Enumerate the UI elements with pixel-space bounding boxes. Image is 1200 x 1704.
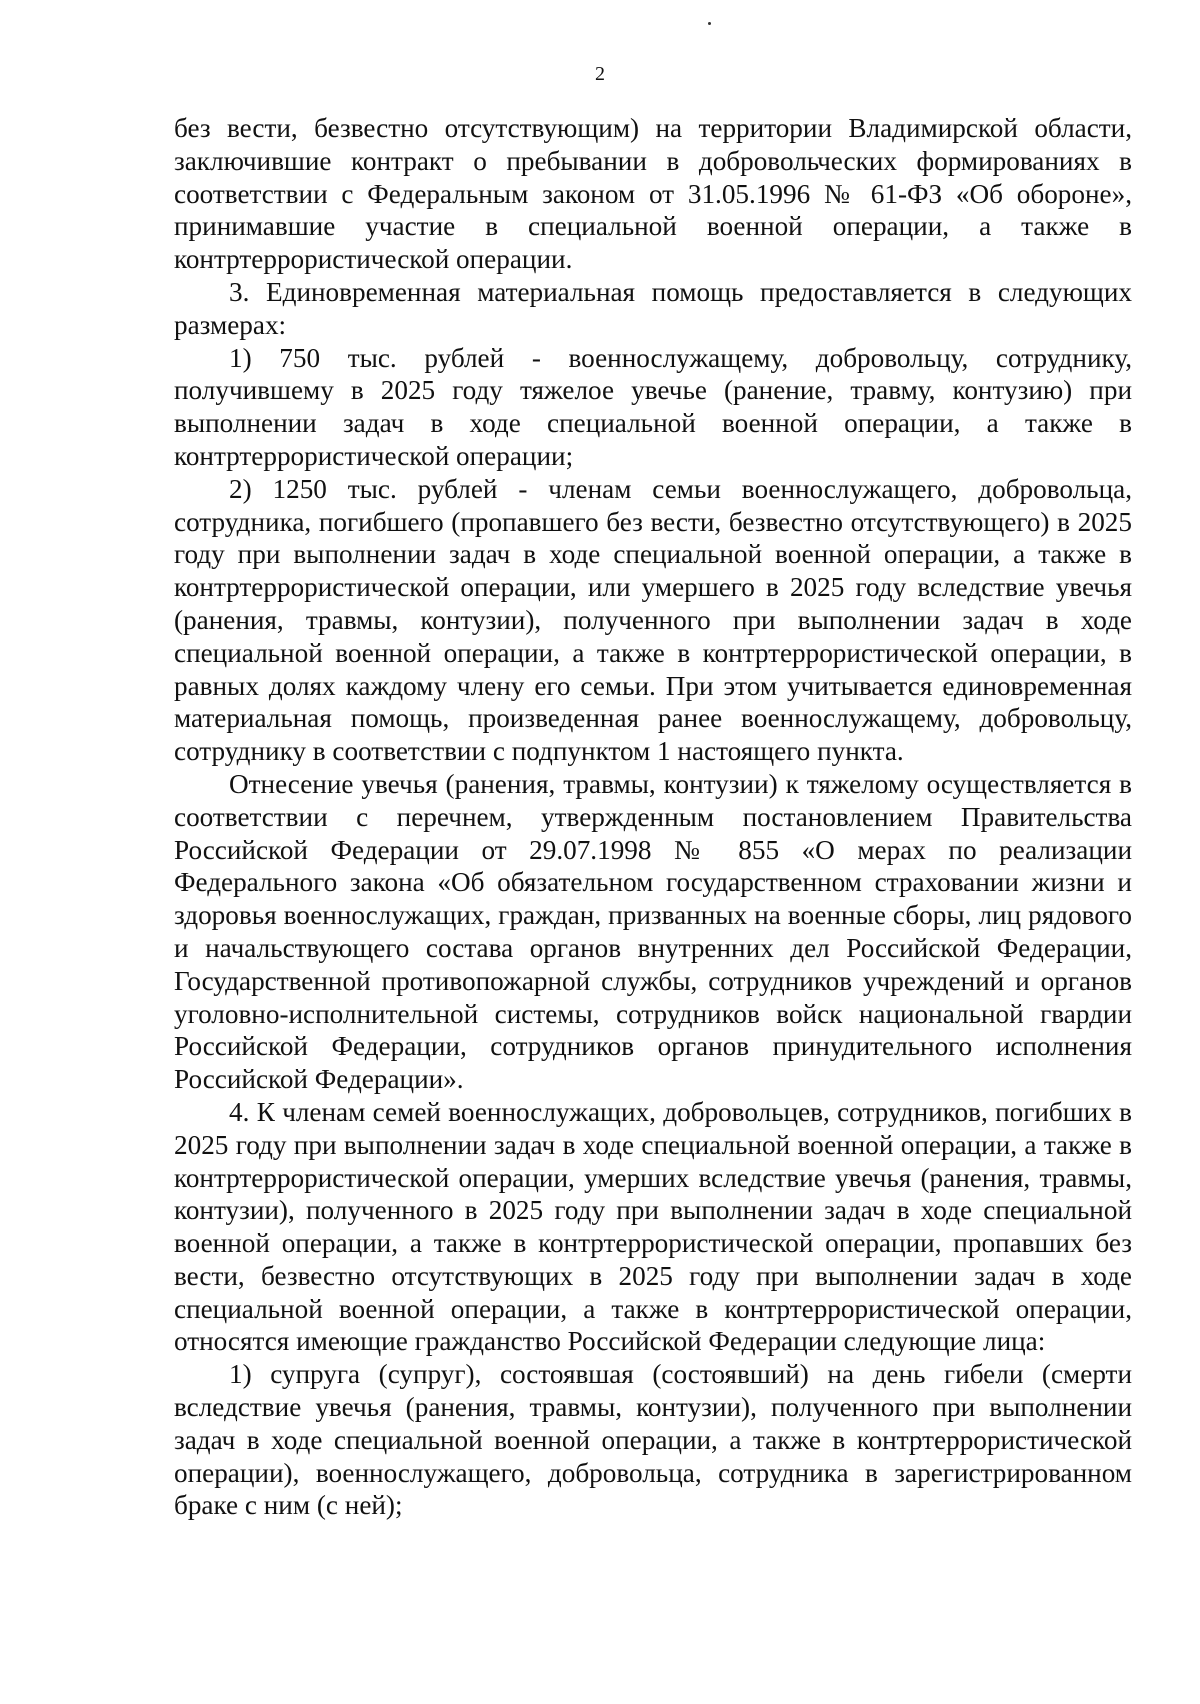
paragraph-item-3: 3. Единовременная материальная помощь предоставляется в следующих размерах:: [174, 276, 1132, 340]
paragraph-item-4: 4. К членам семей военнослужащих, добровольцев, сотрудников, погибших в 2025 году при выполнении задач в ходе специальной военной операции, а также в контртеррористической операции, умерших вследствие увечья (ранения, травмы, контузии), полученного в 2025 году при выполнении задач в ходе специальной военной операции, а также в контртеррористической операции, пропавших без вести, безвестно отсутствующих в 2025 году при выполнении задач в ходе специальной военной операции, а также в контртеррористической операции, относятся имеющие гражданство Российской Федерации следующие лица:: [174, 1096, 1132, 1357]
paragraph-item-4-1: 1) супруга (супруг), состоявшая (состоявший) на день гибели (смерти вследствие увечья (ранения, травмы, контузии), полученного при выполнении задач в ходе специальной военной операции, а также в контртеррористической операции), военнослужащего, добровольца, сотрудника в зарегистрированном браке с ним (с ней);: [174, 1359, 1132, 1521]
paragraph-injury-classification: Отнесение увечья (ранения, травмы, контузии) к тяжелому осуществляется в соответствии с перечнем, утвержденным постановлением Правительства Российской Федерации от 29.07.1998 № 855 «О мерах по реализации Федерального закона «Об обязательном государственном страховании жизни и здоровья военнослужащих, граждан, призванных на военные сборы, лиц рядового и начальствующего состава органов внутренних дел Российской Федерации, Государственной противопожарной службы, сотрудников учреждений и органов уголовно-исполнительной системы, сотрудников войск национальной гвардии Российской Федерации, сотрудников органов принудительного исполнения Российской Федерации».: [174, 768, 1132, 1095]
page-number: 2: [595, 63, 605, 85]
paragraph-item-3-2: 2) 1250 тыс. рублей - членам семьи военнослужащего, добровольца, сотрудника, погибшего (пропавшего без вести, безвестно отсутствующего) в 2025 году при выполнении задач в ходе специальной военной операции, а также в контртеррористической операции, или умершего в 2025 году вследствие увечья (ранения, травмы, контузии), полученного при выполнении задач в ходе специальной военной операции, а также в контртеррористической операции, в равных долях каждому члену его семьи. При этом учитывается единовременная материальная помощь, произведенная ранее военнослужащему, добровольцу, сотруднику в соответствии с подпунктом 1 настоящего пункта.: [174, 473, 1132, 767]
paragraph-item-3-1: 1) 750 тыс. рублей - военнослужащему, добровольцу, сотруднику, получившему в 2025 году тяжелое увечье (ранение, травму, контузию) при выполнении задач в ходе специальной военной операции, а также в контртеррористической операции;: [174, 342, 1132, 471]
scan-artifact-dot: [708, 22, 711, 25]
paragraph-continuation: без вести, безвестно отсутствующим) на территории Владимирской области, заключившие контракт о пребывании в добровольческих формированиях в соответствии с Федеральным законом от 31.05.1996 № 61-ФЗ «Об обороне», принимавшие участие в специальной военной операции, а также в контртеррористической операции.: [174, 113, 1132, 275]
document-body: [174, 112, 1132, 1522]
